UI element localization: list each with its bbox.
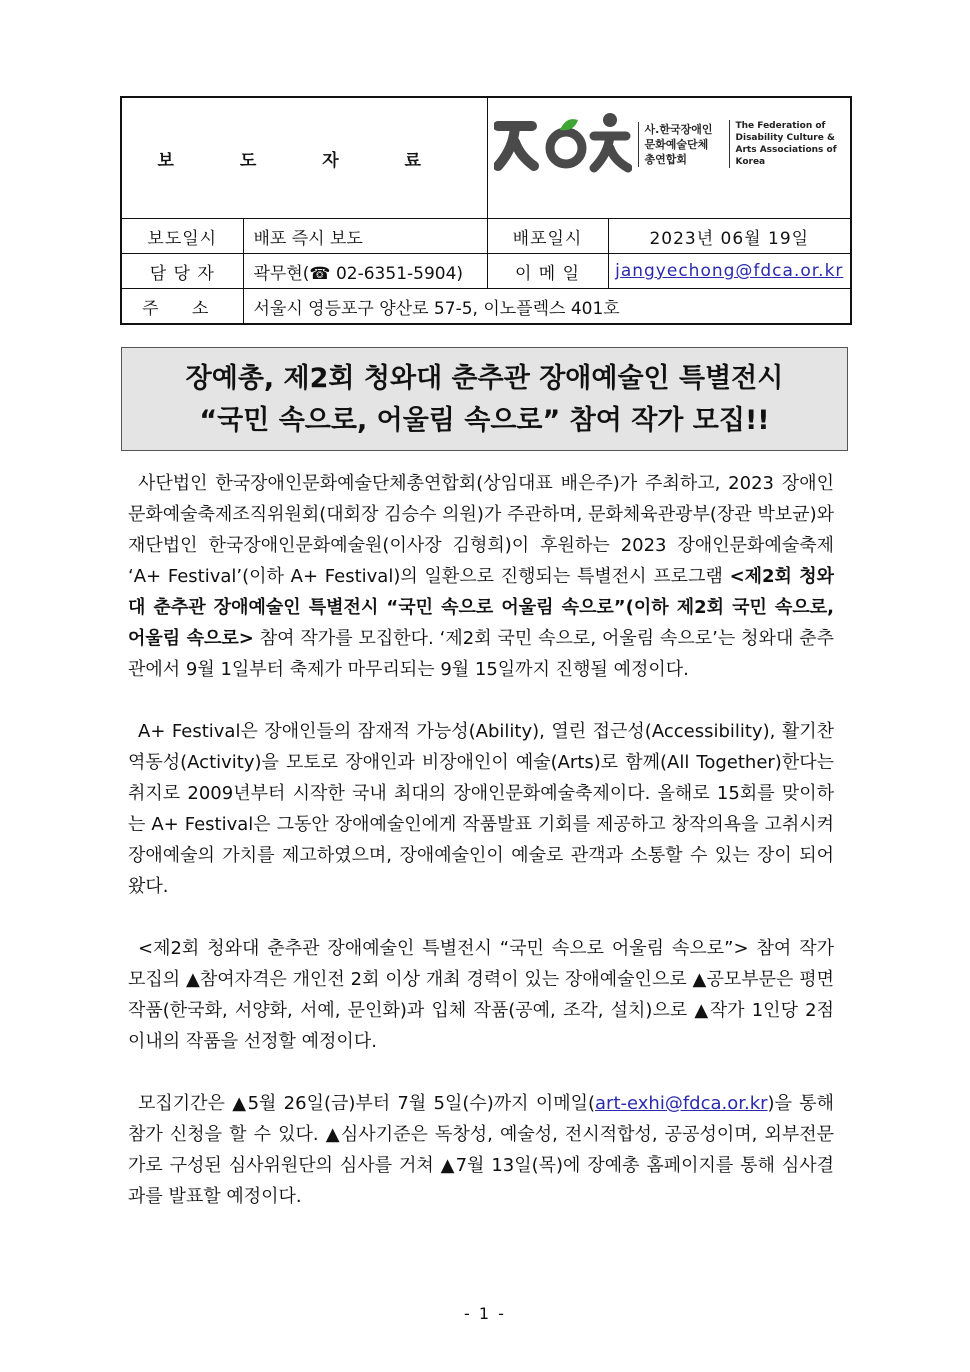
paragraph-3: <제2회 청와대 춘추관 장애예술인 특별전시 “국민 속으로 어울림 속으로”> 참여 작가 모집의 ▲참여자격은 개인전 2회 이상 개최 경력이 있는 장애예술인으로 ▲공모부문은 평면 작품(한국화, 서양화, 서예, 문인화)과 입체 작품(공예, 조각, 설치)으로 ▲작가 1인당 2점 이내의 작품을 선정할 예정이다. [128, 938, 834, 1052]
email-label: 이 메 일 [487, 254, 608, 289]
headline-line-1: 장예총, 제2회 청와대 춘추관 장애예술인 특별전시 [185, 363, 784, 394]
release-time-label: 보도일시 [121, 219, 243, 254]
headline-box [121, 347, 848, 451]
contact-person-label: 담 당 자 [121, 254, 243, 289]
org-name-english: The Federation of Disability Culture & Arts Associations of Korea [729, 120, 856, 168]
paragraph-2: A+ Festival은 장애인들의 잠재적 가능성(Ability), 열린 접근성(Accessibility), 활기찬 역동성(Activity)을 모토로 장애인과 비장애인이 예술(Arts)로 함께(All Together)한다는 취지로 2009년부터 시작한 국내 최대의 장애인문화예술축제이다. 올해로 15회를 맞이하는 A+ Festival은 그동안 장애예술인에게 작품발표 기회를 제공하고 창작의욕을 고취시켜 장애예술의 가치를 제고하였으며, 장애예술인이 예술로 관객과 소통할 수 있는 장이 되어왔다. [128, 721, 834, 897]
article-body [128, 468, 834, 1243]
contact-person-value: 곽무현(☎ 02-6351-5904) [243, 254, 487, 289]
address-value: 서울시 영등포구 양산로 57-5, 이노플렉스 401호 [243, 289, 851, 325]
paragraph-1: 사단법인 한국장애인문화예술단체총연합회(상임대표 배은주)가 주최하고, 2023 장애인문화예술축제조직위원회(대회장 김승수 의원)가 주관하며, 문화체육관광부(장관 박보균)와 재단법인 한국장애인문화예술원(이사장 김형희)이 후원하는 2023 장애인문화예술축제 ‘A+ Festival’(이하 A+ Festival)의 일환으로 진행되는 특별전시 프로그램 <제2회 청와대 춘추관 장애예술인 특별전시 “국민 속으로 어울림 속으로”(이하 제2회 국민 속으로, 어울림 속으로> 참여 작가를 모집한다. ‘제2회 국민 속으로, 어울림 속으로’는 청와대 춘추관에서 9월 1일부터 축제가 마무리되는 9월 15일까지 진행될 예정이다. [128, 473, 834, 680]
exhibition-name-bold: <제2회 청와대 춘추관 장애예술인 특별전시 “국민 속으로 어울림 속으로”(이하 제2회 국민 속으로, 어울림 속으로> [128, 566, 834, 649]
org-logo [487, 97, 851, 219]
press-release-header [120, 96, 852, 325]
address-label: 주 소 [121, 289, 243, 325]
jangyechong-logo-icon [494, 112, 632, 176]
headline-line-2: “국민 속으로, 어울림 속으로” 참여 작가 모집!! [199, 405, 770, 436]
distribution-date-value: 2023년 06월 19일 [608, 219, 851, 254]
submission-email-link[interactable]: art-exhi@fdca.or.kr [595, 1093, 768, 1114]
org-name-korean: 사.한국장애인 문화예술단체 총연합회 [638, 122, 723, 167]
contact-email-link[interactable]: jangyechong@fdca.or.kr [615, 261, 844, 281]
paragraph-4: 모집기간은 ▲5월 26일(금)부터 7월 5일(수)까지 이메일(art-exhi@fdca.or.kr)을 통해 참가 신청을 할 수 있다. ▲심사기준은 독창성, 예술성, 전시적합성, 공공성이며, 외부전문가로 구성된 심사위원단의 심사를 거쳐 ▲7월 13일(목)에 장예총 홈페이지를 통해 심사결과를 발표할 예정이다. [128, 1093, 834, 1207]
page-title: 보 도 자 료 [121, 97, 487, 219]
distribution-date-label: 배포일시 [487, 219, 608, 254]
release-time-value: 배포 즉시 보도 [243, 219, 487, 254]
page-number: - 1 - [464, 1304, 506, 1323]
